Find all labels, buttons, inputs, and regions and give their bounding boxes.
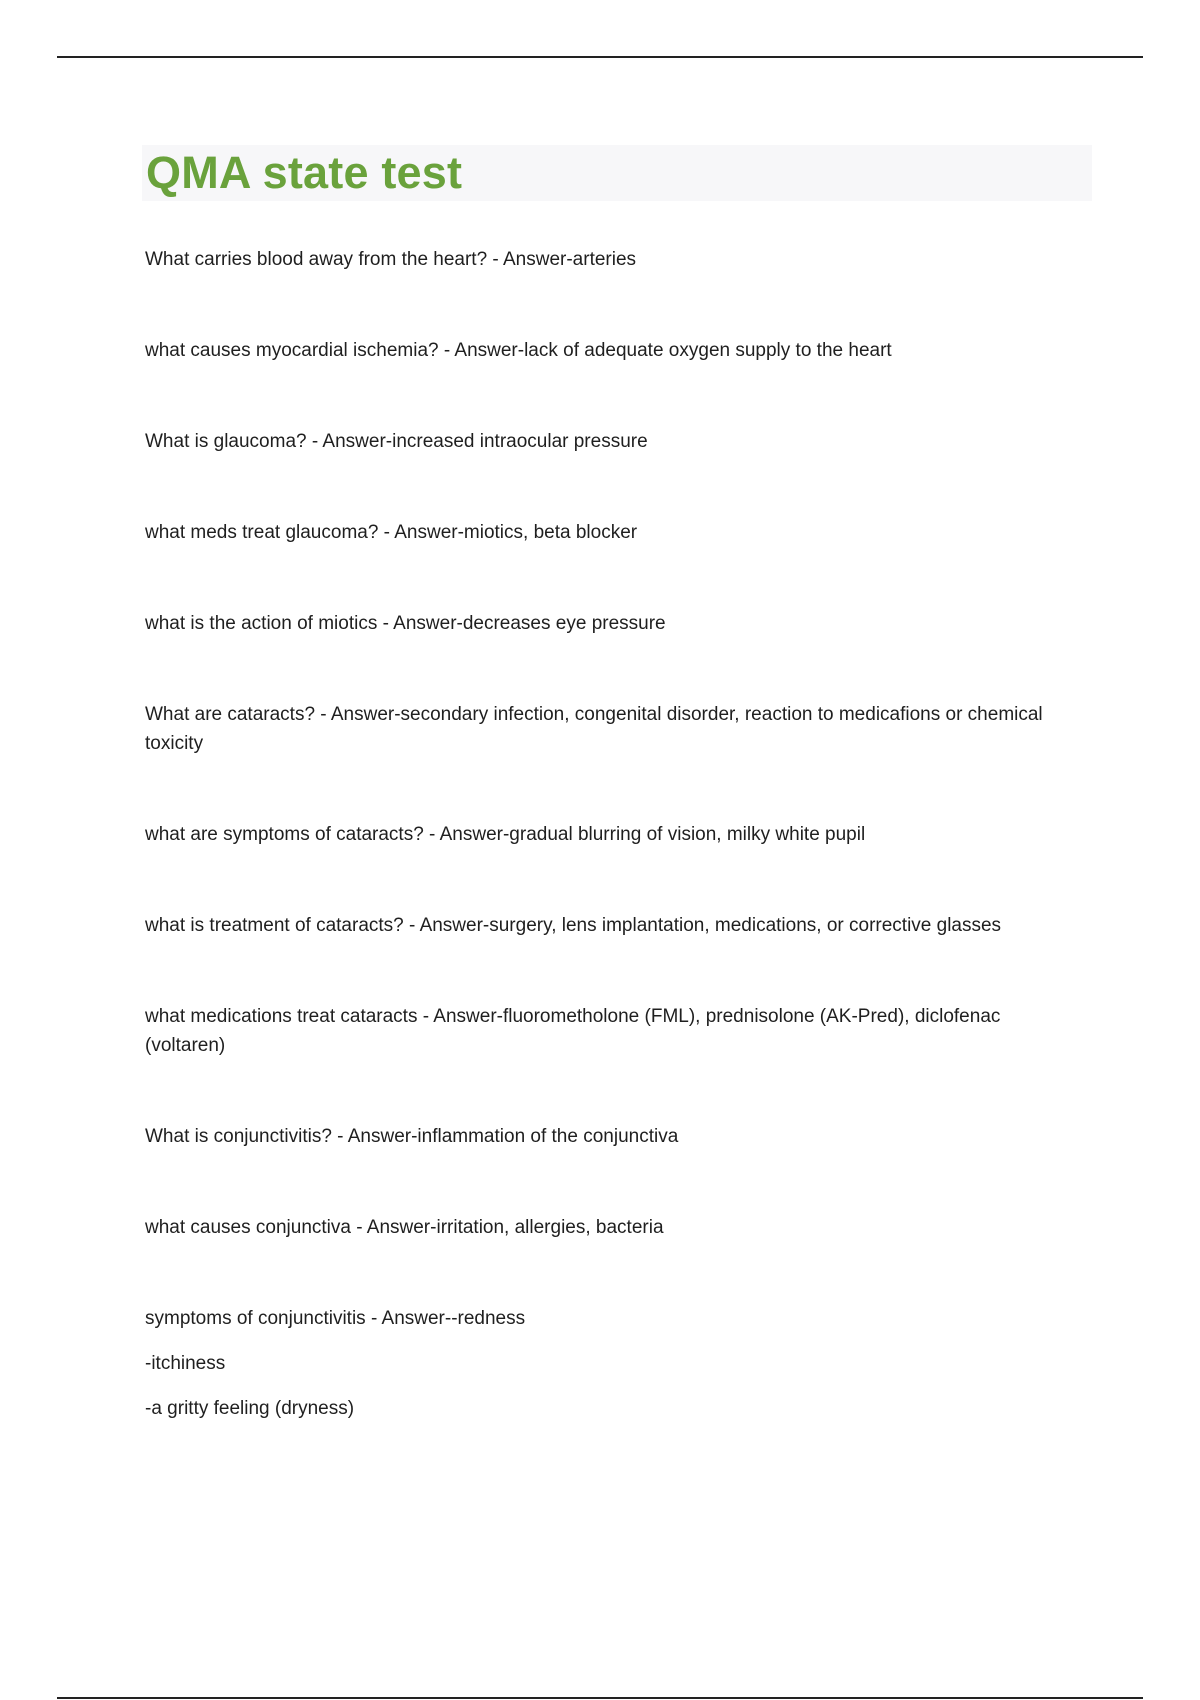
qa-text: -itchiness [145, 1353, 226, 1374]
qa-entry-5 [145, 609, 1085, 638]
bottom-rule [57, 1697, 1143, 1699]
qa-text: What carries blood away from the heart? - Answer-arteries [145, 249, 637, 270]
qa-entry-9 [145, 1002, 1085, 1060]
qa-text: what is treatment of cataracts? - Answer-surgery, lens implantation, medications, or corrective glasses [145, 915, 1002, 936]
qa-entry-3 [145, 427, 1085, 456]
qa-entry-11 [145, 1213, 1085, 1242]
qa-entry-10 [145, 1122, 1085, 1151]
qa-text: what medications treat cataracts - Answer-fluorometholone (FML), prednisolone (AK-Pred), diclofenac (voltaren) [145, 1006, 1001, 1056]
qa-entry-1 [145, 245, 1085, 274]
top-rule [57, 56, 1143, 58]
qa-entry-8 [145, 911, 1085, 940]
qa-text: what causes conjunctiva - Answer-irritation, allergies, bacteria [145, 1217, 664, 1238]
qa-text: what is the action of miotics - Answer-decreases eye pressure [145, 613, 666, 634]
qa-text: What is glaucoma? - Answer-increased intraocular pressure [145, 431, 648, 452]
qa-entry-2 [145, 336, 1085, 365]
qa-entry-4 [145, 518, 1085, 547]
qa-entry-12 [145, 1304, 1085, 1423]
title-band [142, 145, 1092, 201]
qa-text: what causes myocardial ischemia? - Answer-lack of adequate oxygen supply to the heart [145, 340, 892, 361]
qa-text: what meds treat glaucoma? - Answer-miotics, beta blocker [145, 522, 638, 543]
qa-entry-6 [145, 700, 1085, 758]
qa-text: What are cataracts? - Answer-secondary infection, congenital disorder, reaction to medicafions or chemical toxicity [145, 704, 1043, 754]
qa-text: symptoms of conjunctivitis - Answer--redness [145, 1308, 526, 1329]
qa-text: what are symptoms of cataracts? - Answer-gradual blurring of vision, milky white pupil [145, 824, 866, 845]
qa-text: What is conjunctivitis? - Answer-inflammation of the conjunctiva [145, 1126, 679, 1147]
qa-text: -a gritty feeling (dryness) [145, 1398, 355, 1419]
qa-entry-7 [145, 820, 1085, 849]
document-title: QMA state test [146, 147, 463, 198]
